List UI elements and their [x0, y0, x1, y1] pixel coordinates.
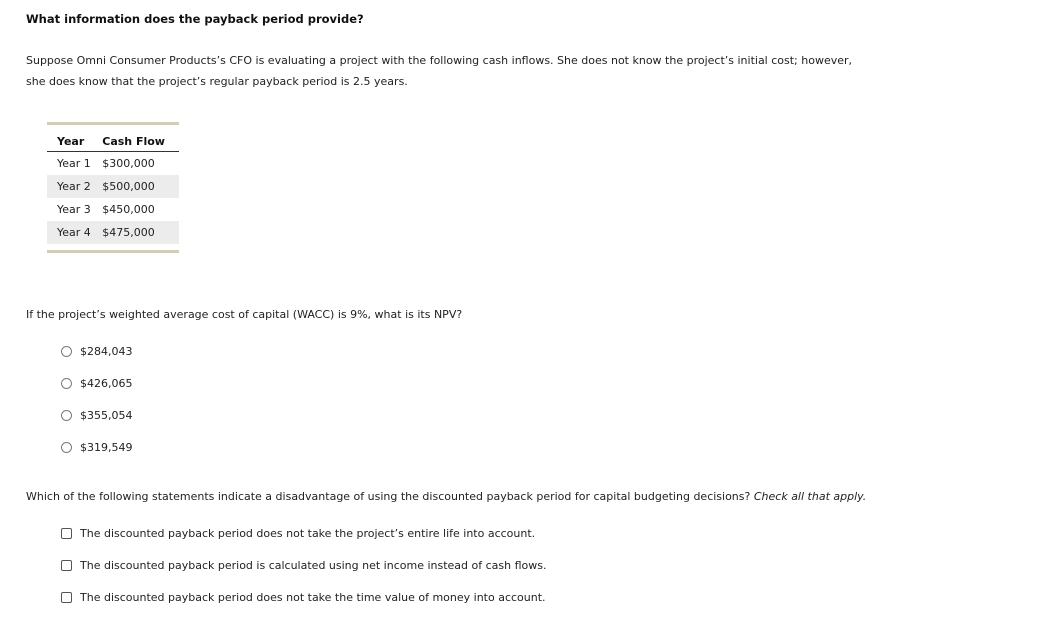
option-label: The discounted payback period does not take the project’s entire life into account. [80, 527, 536, 540]
disadvantage-option-1[interactable] [61, 527, 535, 540]
npv-option-4[interactable] [61, 441, 133, 454]
table-row [47, 198, 179, 221]
option-label: $319,549 [80, 441, 133, 454]
year-cell: Year 1 [57, 157, 91, 170]
option-label: $355,054 [80, 409, 133, 422]
cash-flow-cell: $300,000 [102, 157, 155, 170]
option-label: The discounted payback period is calculated using net income instead of cash flows. [80, 559, 547, 572]
npv-option-1[interactable] [61, 345, 133, 358]
checkbox[interactable] [61, 592, 72, 603]
intro-line-1: Suppose Omni Consumer Products’s CFO is evaluating a project with the following cash inflows. She does not know the project’s initial cost; however, [26, 54, 853, 67]
table-header-row [47, 131, 179, 152]
radio-button[interactable] [61, 410, 72, 421]
cash-flow-column-header: Cash Flow [100, 131, 179, 152]
option-label: The discounted payback period does not take the time value of money into account. [80, 591, 546, 604]
year-cell: Year 2 [47, 175, 100, 198]
year-column-header: Year [47, 131, 100, 152]
disadvantage-question [26, 490, 866, 503]
cash-flow-table-container [47, 122, 179, 253]
disadvantage-option-2[interactable] [61, 559, 547, 572]
year-cell: Year 4 [47, 221, 100, 244]
intro-paragraph [26, 50, 886, 92]
table-row [47, 175, 179, 198]
question-text: Which of the following statements indicate a disadvantage of using the discounted payback period for capital budgeting decisions? [26, 490, 751, 503]
cash-flow-cell: $450,000 [102, 203, 155, 216]
npv-question: If the project’s weighted average cost of capital (WACC) is 9%, what is its NPV? [26, 308, 463, 321]
npv-option-2[interactable] [61, 377, 133, 390]
cash-flow-cell: $475,000 [100, 221, 179, 244]
checkbox[interactable] [61, 560, 72, 571]
option-label: $426,065 [80, 377, 133, 390]
radio-button[interactable] [61, 442, 72, 453]
radio-button[interactable] [61, 346, 72, 357]
radio-button[interactable] [61, 378, 72, 389]
disadvantage-option-3[interactable] [61, 591, 546, 604]
checkbox[interactable] [61, 528, 72, 539]
table-row [47, 152, 179, 176]
option-label: $284,043 [80, 345, 133, 358]
cash-flow-cell: $500,000 [100, 175, 179, 198]
npv-option-3[interactable] [61, 409, 133, 422]
year-cell: Year 3 [57, 203, 91, 216]
intro-line-2: she does know that the project’s regular payback period is 2.5 years. [26, 75, 408, 88]
page-title: What information does the payback period provide? [26, 12, 364, 26]
table-row [47, 221, 179, 244]
question-hint: Check all that apply. [753, 490, 867, 503]
cash-flow-table [47, 131, 179, 244]
